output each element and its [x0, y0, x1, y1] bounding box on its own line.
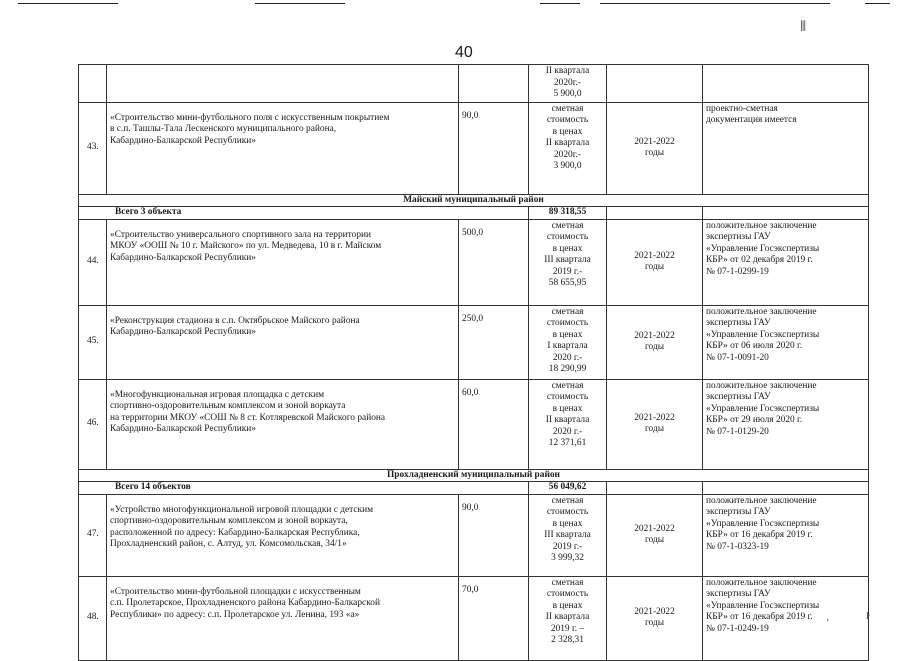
num-cell: [79, 379, 107, 469]
area-cell: [459, 576, 529, 660]
scan-line: [865, 3, 890, 4]
cost-cell: [529, 305, 607, 379]
note-cell-text: положительное заключение экспертизы ГАУ «Управление Госэкспертизы КБР» от 06 июля 2020 г. № 07-1-0091-20: [706, 306, 820, 363]
table-row: [79, 576, 869, 660]
cost-cell-text: сметная стоимость в ценах III квартала 2019 г.- 3 999,32: [544, 495, 591, 563]
years-cell-text: 2021-2022 годы: [634, 136, 675, 158]
table-row: [79, 102, 869, 194]
total-cost: [529, 207, 607, 220]
note-cell: [703, 102, 869, 194]
cost-cell-text: сметная стоимость в ценах II квартала 2020г.- 3 900,0: [545, 103, 590, 171]
total-cost-text: 56 049,62: [548, 482, 587, 492]
note-cell-text: положительное заключение экспертизы ГАУ «Управление Госэкспертизы КБР» от 02 декабря 2019 г. № 07-1-0299-19: [706, 220, 820, 277]
cost-cell-text: сметная стоимость в ценах I квартала 2020 г.- 18 290,99: [546, 306, 589, 374]
district-title-text: Майский муниципальный район: [403, 194, 544, 205]
cost-cell-text: II квартала 2020г.- 5 900,0: [545, 66, 590, 99]
desc-cell-text: «Реконструкция стадиона в с.п. Октябрьское Майского района Кабардино-Балкарской Республики»: [110, 315, 360, 337]
table-row: [79, 494, 869, 576]
note-cell: [703, 379, 869, 469]
num-cell-text: 43.: [87, 142, 99, 153]
years-cell: [607, 219, 703, 305]
num-cell: [79, 102, 107, 194]
total-label: [79, 207, 529, 220]
cost-cell: [529, 65, 607, 103]
cost-cell-text: сметная стоимость в ценах III квартала 2019 г.- 58 655,95: [544, 220, 591, 288]
area-cell: [459, 219, 529, 305]
note-cell: [703, 65, 869, 103]
num-cell: [79, 305, 107, 379]
cost-cell: [529, 494, 607, 576]
cost-cell: [529, 576, 607, 660]
table-row: [79, 305, 869, 379]
area-cell: [459, 102, 529, 194]
note-cell-text: положительное заключение экспертизы ГАУ «Управление Госэкспертизы КБР» от 16 декабря 2019 г. № 07-1-0323-19: [706, 495, 820, 552]
scan-mark: ⦀: [800, 20, 807, 35]
note-cell: [703, 219, 869, 305]
years-cell: [607, 65, 703, 103]
district-title-text: Прохладненский муниципальный район: [387, 469, 560, 480]
num-cell-text: 46.: [87, 418, 99, 429]
cost-cell: [529, 219, 607, 305]
desc-cell-text: «Строительство универсального спортивного зала на территории МКОУ «ООШ № 10 г. Майского» по ул. Медведева, 10 в г. Майском Кабардино-Балкарской Республики»: [110, 229, 382, 263]
area-cell-text: 250,0: [462, 313, 484, 324]
note-cell: [703, 576, 869, 660]
note-cell: [703, 494, 869, 576]
note-cell: [703, 305, 869, 379]
area-cell: [459, 65, 529, 103]
district-row: [79, 194, 869, 207]
desc-cell: [107, 576, 459, 660]
note-cell-text: проектно-сметная документация имеется: [706, 103, 797, 125]
area-cell: [459, 305, 529, 379]
total-label-text: Всего 3 объекта: [115, 207, 182, 217]
area-cell-text: 70,0: [462, 584, 479, 595]
table-body: [79, 65, 869, 661]
note-cell: [703, 482, 869, 495]
cost-cell-text: сметная стоимость в ценах II квартала 2020 г.- 12 371,61: [545, 380, 590, 448]
total-row: [79, 482, 869, 495]
num-cell: [79, 576, 107, 660]
district-title: [79, 469, 869, 482]
area-cell-text: 60,0: [462, 387, 479, 398]
district-title: [79, 194, 869, 207]
years-cell-text: 2021-2022 годы: [634, 250, 675, 272]
area-cell-text: 90,0: [462, 110, 479, 121]
note-cell: [703, 207, 869, 220]
scan-mark: ŀ: [866, 610, 870, 622]
scan-line: [540, 3, 580, 4]
table-row: [79, 379, 869, 469]
table-row: [79, 219, 869, 305]
table-row: [79, 65, 869, 103]
cost-cell: [529, 102, 607, 194]
cost-cell-text: сметная стоимость в ценах II квартала 2019 г. – 2 328,31: [545, 577, 590, 645]
desc-cell: [107, 379, 459, 469]
desc-cell: [107, 65, 459, 103]
note-cell-text: положительное заключение экспертизы ГАУ «Управление Госэкспертизы КБР» от 16 декабря 2019 г. № 07-1-0249-19: [706, 577, 820, 634]
years-cell: [607, 207, 703, 220]
scan-line: [18, 3, 118, 4]
years-cell: [607, 494, 703, 576]
page-number: 40: [455, 44, 473, 61]
objects-table: [78, 64, 869, 661]
years-cell-text: 2021-2022 годы: [634, 523, 675, 545]
num-cell-text: 45.: [87, 336, 99, 347]
area-cell: [459, 379, 529, 469]
note-cell-text: положительное заключение экспертизы ГАУ «Управление Госэкспертизы КБР» от 29 июля 2020 г. № 07-1-0129-20: [706, 380, 820, 437]
desc-cell: [107, 305, 459, 379]
years-cell-text: 2021-2022 годы: [634, 412, 675, 434]
num-cell: [79, 65, 107, 103]
num-cell: [79, 494, 107, 576]
years-cell: [607, 102, 703, 194]
years-cell-text: 2021-2022 годы: [634, 606, 675, 628]
total-cost-text: 89 318,55: [548, 207, 587, 217]
num-cell-text: 48.: [87, 612, 99, 623]
years-cell: [607, 379, 703, 469]
total-label: [79, 482, 529, 495]
total-row: [79, 207, 869, 220]
desc-cell-text: «Устройство многофункциональной игровой площадки с детским спортивно-оздоровительным комплексом и зоной воркаута, расположенной по адресу: Кабардино-Балкарская Республика, Прохладненский район, с. Алтуд, ул. Комсомольская, 34/1»: [110, 504, 374, 549]
cost-cell: [529, 379, 607, 469]
area-cell-text: 90,0: [462, 502, 479, 513]
num-cell-text: 47.: [87, 529, 99, 540]
area-cell: [459, 494, 529, 576]
desc-cell: [107, 102, 459, 194]
total-label-text: Всего 14 объектов: [115, 482, 191, 492]
years-cell: [607, 305, 703, 379]
num-cell: [79, 219, 107, 305]
area-cell-text: 500,0: [462, 227, 484, 238]
desc-cell-text: «Строительство мини-футбольного поля с искусственным покрытием в с.п. Ташлы-Тала Лескенского муниципального района, Кабардино-Балкарской Республики»: [110, 112, 390, 146]
desc-cell: [107, 219, 459, 305]
scan-line: [600, 3, 830, 4]
desc-cell-text: «Строительство мини-футбольной площадки с искусственным с.п. Пролетарское, Прохладненского района Кабардино-Балкарской Республики» по адресу: с.п. Пролетарское ул. Ленина, 193 «а»: [110, 586, 380, 620]
district-row: [79, 469, 869, 482]
num-cell-text: 44.: [87, 256, 99, 267]
scan-mark: ‚: [826, 612, 830, 623]
total-cost: [529, 482, 607, 495]
years-cell: [607, 482, 703, 495]
scan-line: [255, 3, 345, 4]
desc-cell: [107, 494, 459, 576]
years-cell: [607, 576, 703, 660]
years-cell-text: 2021-2022 годы: [634, 330, 675, 352]
desc-cell-text: «Многофункциональная игровая площадка с детским спортивно-оздоровительным комплексом и зоной воркаута на территории МКОУ «СОШ № 8 ст. Котляревской Майского района Кабардино-Балкарской Республики»: [110, 389, 386, 434]
